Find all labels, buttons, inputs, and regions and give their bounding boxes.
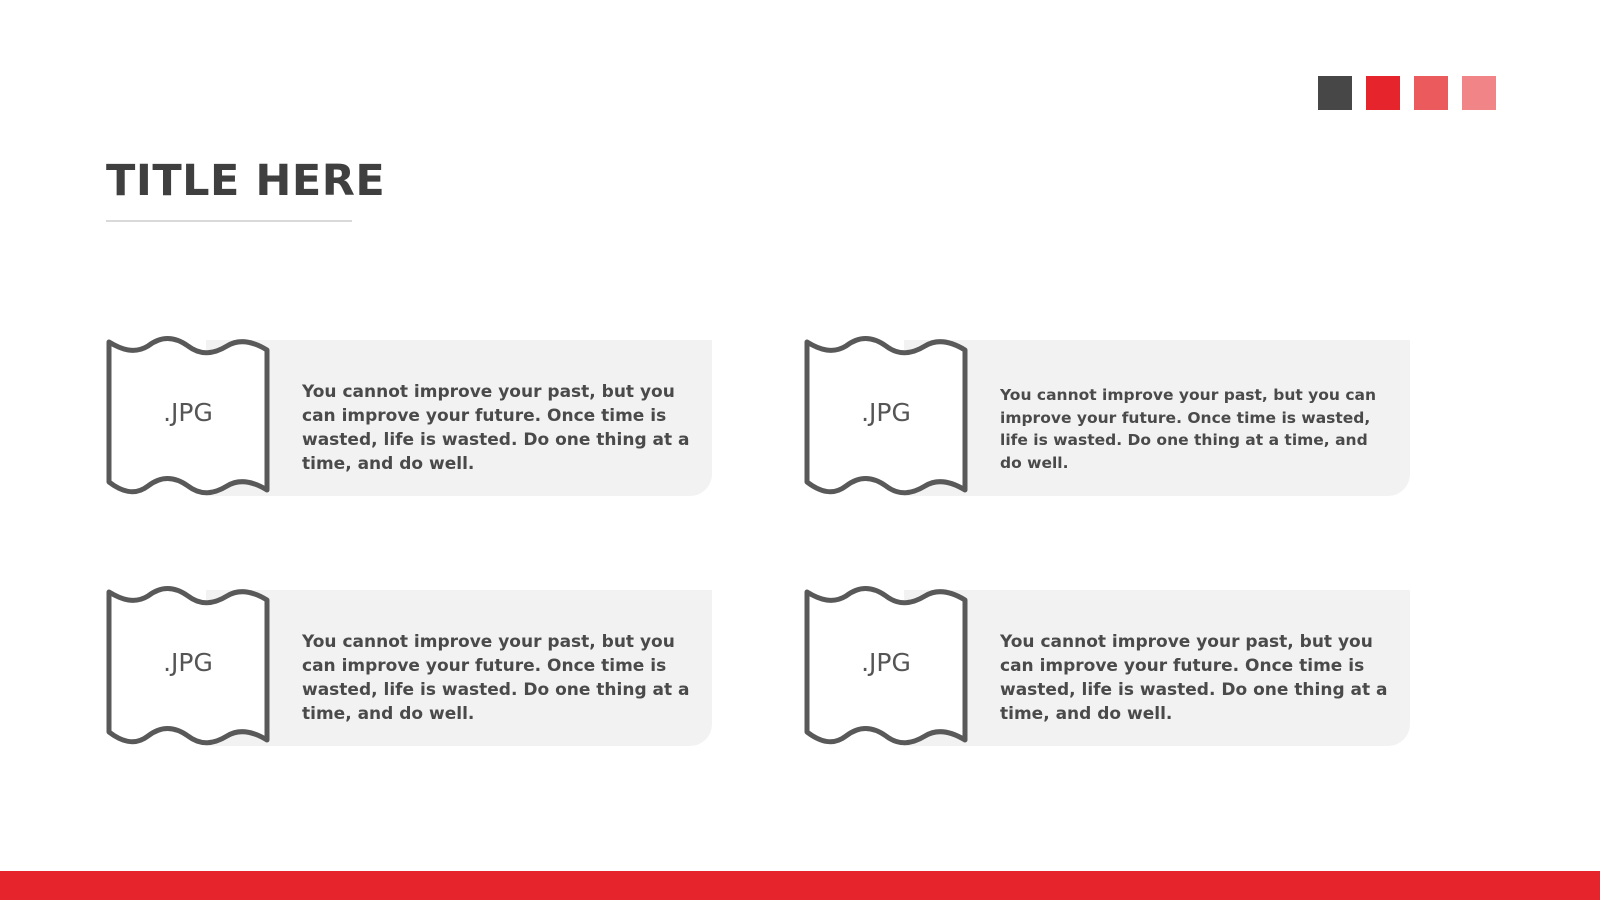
bottom-accent-bar — [0, 871, 1600, 900]
image-placeholder-label: .JPG — [163, 398, 213, 427]
content-card — [106, 586, 712, 748]
image-placeholder-label: .JPG — [163, 648, 213, 677]
card-body-text: You cannot improve your past, but you can improve your future. Once time is wasted, life is wasted. Do one thing at a time, and do well. — [1000, 632, 1388, 724]
color-swatch — [1414, 76, 1448, 110]
color-swatch — [1318, 76, 1352, 110]
image-placeholder-frame[interactable] — [804, 336, 970, 498]
card-body-text: You cannot improve your past, but you can improve your future. Once time is wasted, life is wasted. Do one thing at a time, and do well. — [302, 382, 690, 474]
card-body-text: You cannot improve your past, but you can improve your future. Once time is wasted, life is wasted. Do one thing at a time, and do well. — [1000, 386, 1377, 472]
color-swatch — [1462, 76, 1496, 110]
slide-title: TITLE HERE — [106, 156, 386, 206]
title-underline — [106, 220, 352, 222]
image-placeholder-frame[interactable] — [106, 586, 272, 748]
content-card — [804, 586, 1410, 748]
image-placeholder-label: .JPG — [861, 398, 911, 427]
color-swatch-row — [1318, 76, 1496, 110]
content-card — [106, 336, 712, 498]
content-card — [804, 336, 1410, 498]
card-body-text: You cannot improve your past, but you can improve your future. Once time is wasted, life is wasted. Do one thing at a time, and do well. — [302, 632, 690, 724]
image-placeholder-label: .JPG — [861, 648, 911, 677]
image-placeholder-frame[interactable] — [804, 586, 970, 748]
color-swatch — [1366, 76, 1400, 110]
image-placeholder-frame[interactable] — [106, 336, 272, 498]
